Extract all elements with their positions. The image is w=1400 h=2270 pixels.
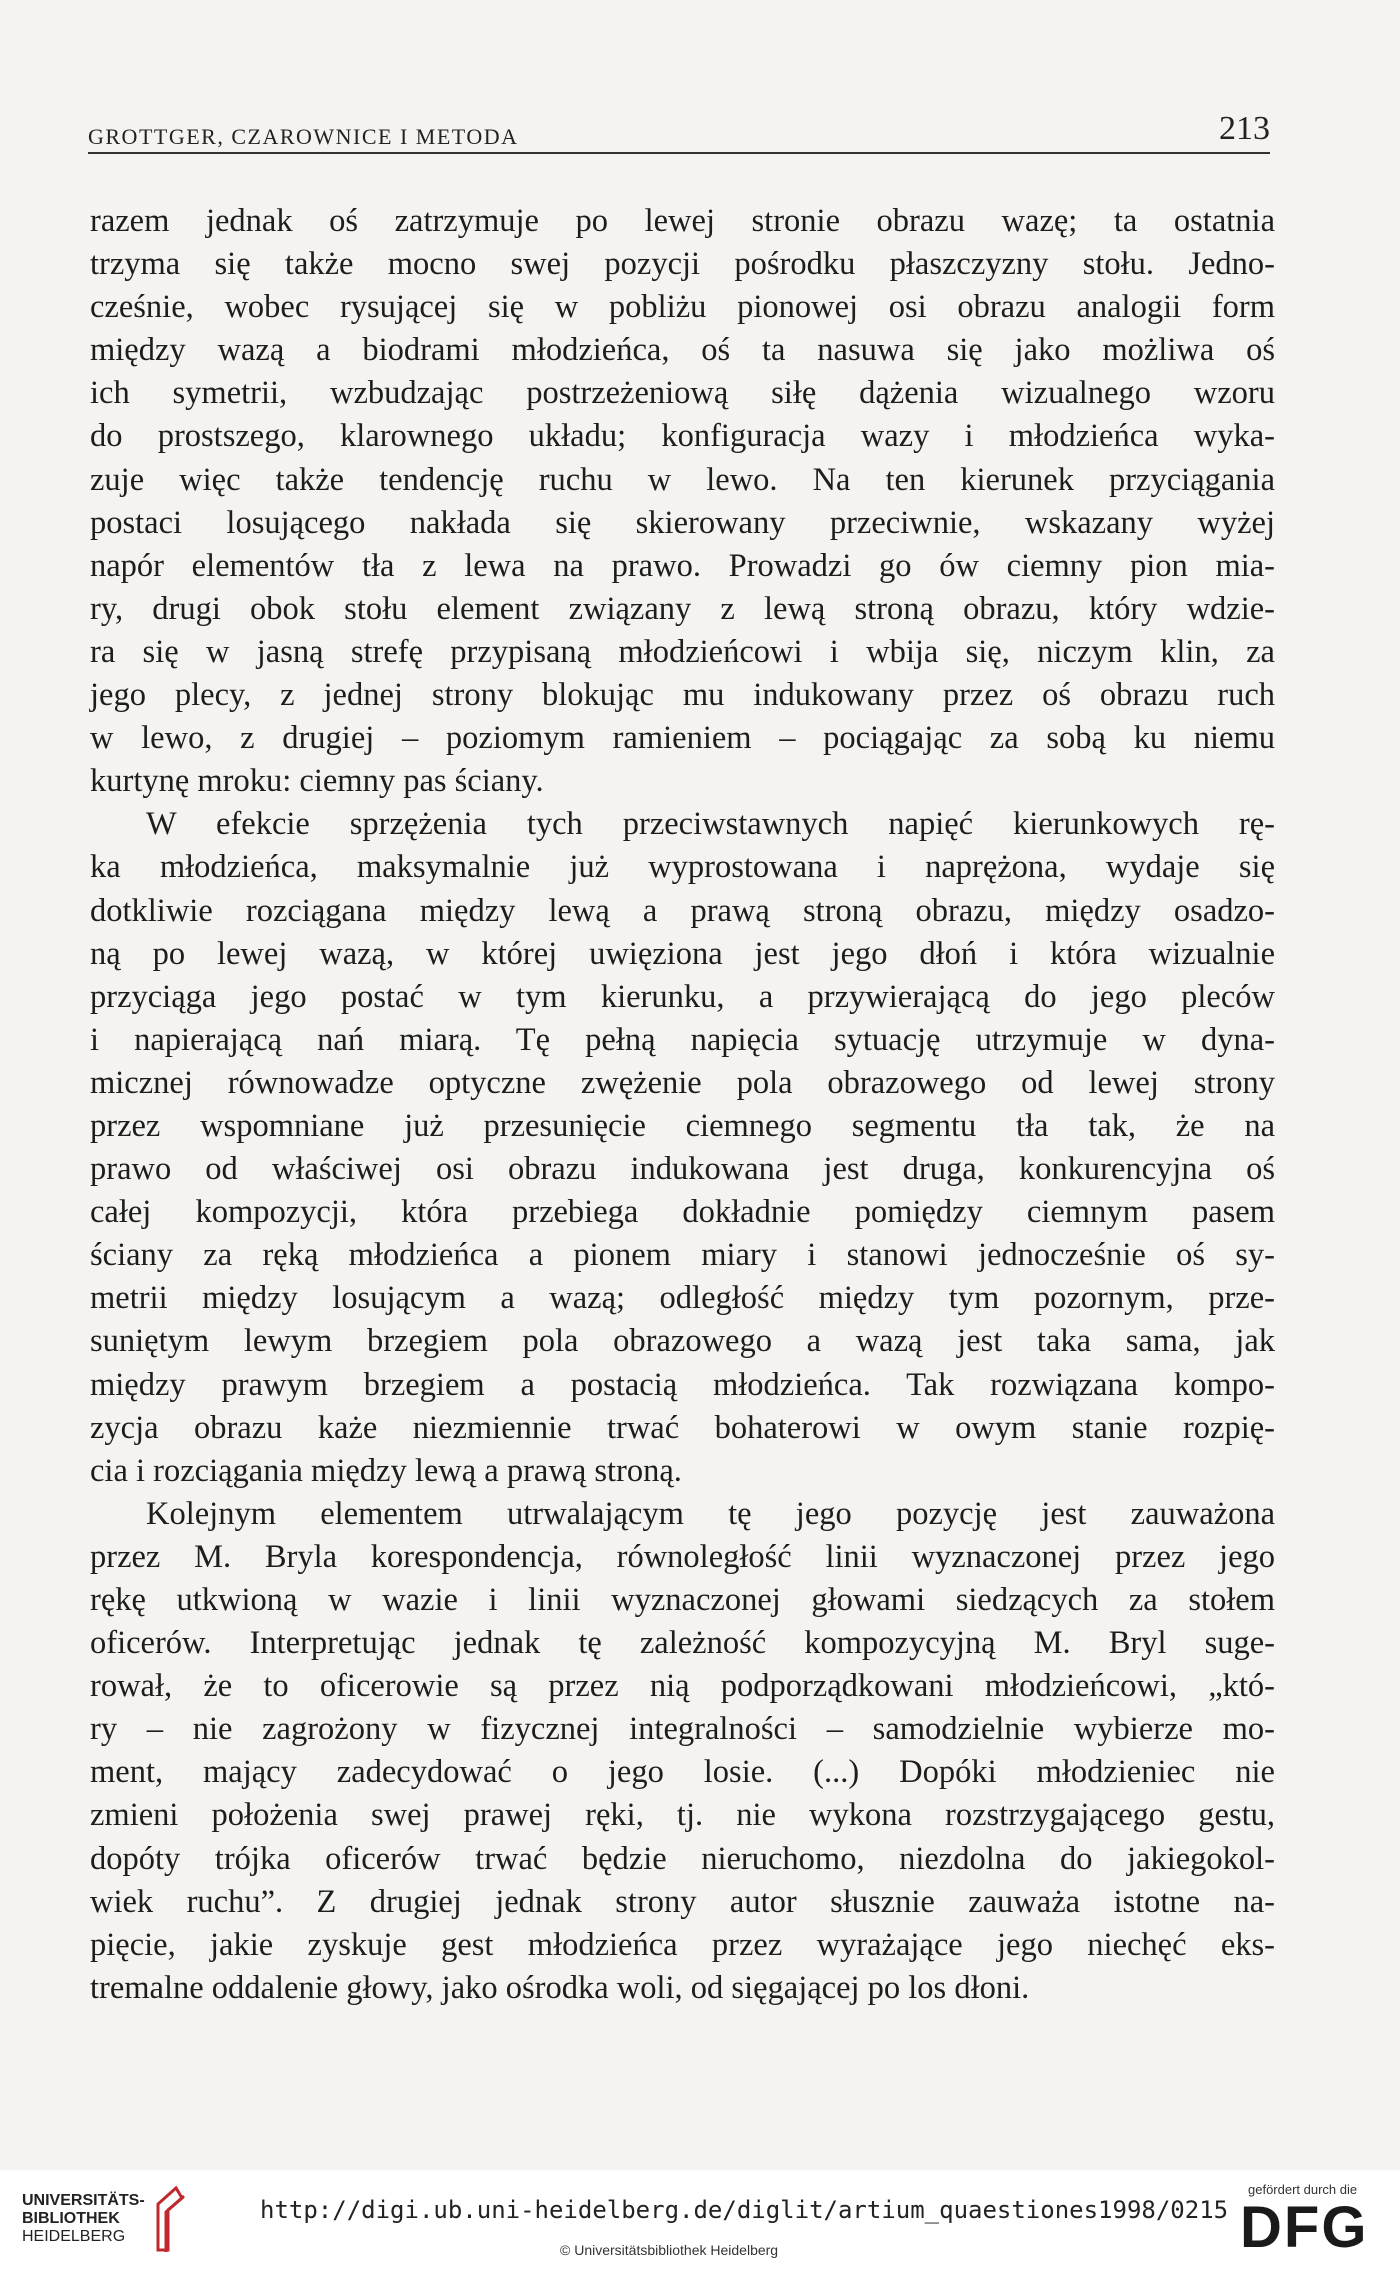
text-line: przez M. Bryla korespondencja, równoległość linii wyznaczonej przez jego <box>90 1538 1275 1575</box>
running-head <box>88 110 1270 154</box>
text-line: przez wspomniane już przesunięcie ciemnego segmentu tła tak, że na <box>90 1107 1275 1144</box>
text-line: dopóty trójka oficerów trwać będzie nieruchomo, niezdolna do jakiegokol- <box>90 1840 1275 1877</box>
text-line: prawo od właściwej osi obrazu indukowana jest druga, konkurencyjna oś <box>90 1151 1275 1188</box>
text-line: kurtynę mroku: ciemny pas ściany. <box>90 763 544 800</box>
text-line: jego plecy, z jednej strony blokując mu indukowany przez oś obrazu ruch <box>90 677 1275 714</box>
text-line: w lewo, z drugiej – poziomym ramieniem – pociągając za sobą ku niemu <box>90 720 1275 757</box>
text-line: ry, drugi obok stołu element związany z lewą stroną obrazu, który wdzie- <box>90 590 1275 627</box>
text-line: micznej równowadze optyczne zwężenie pola obrazowego od lewej strony <box>90 1064 1275 1101</box>
copyright-notice: © Universitätsbibliothek Heidelberg <box>560 2242 779 2258</box>
text-line: wiek ruchu”. Z drugiej jednak strony autor słusznie zauważa istotne na- <box>90 1883 1275 1920</box>
text-line: ka młodzieńca, maksymalnie już wyprostowana i naprężona, wydaje się <box>90 849 1275 886</box>
text-line: ich symetrii, wzbudzając postrzeżeniową siłę dążenia wizualnego wzoru <box>90 375 1275 412</box>
text-line: ry – nie zagrożony w fizycznej integralności – samodzielnie wybierze mo- <box>90 1711 1275 1748</box>
text-line: zycja obrazu każe niezmiennie trwać bohaterowi w owym stanie rozpię- <box>90 1409 1275 1446</box>
text-line: suniętym lewym brzegiem pola obrazowego a wazą jest taka sama, jak <box>90 1323 1275 1360</box>
text-line: tremalne oddalenie głowy, jako ośrodka woli, od sięgającej po los dłoni. <box>90 1969 1030 2006</box>
text-line: między prawym brzegiem a postacią młodzieńca. Tak rozwiązana kompo- <box>90 1366 1275 1403</box>
dfg-logo: DFG <box>1240 2195 1369 2260</box>
text-line: pięcie, jakie zyskuje gest młodzieńca przez wyrażające jego niechęć eks- <box>90 1926 1275 1963</box>
library-mark-icon <box>148 2184 194 2254</box>
text-line: metrii między losującym a wazą; odległość między tym pozornym, prze- <box>90 1280 1275 1317</box>
text-line: przyciąga jego postać w tym kierunku, a przywierającą do jego pleców <box>90 978 1275 1015</box>
text-line: rękę utkwioną w wazie i linii wyznaczonej głowami siedzących za stołem <box>90 1582 1275 1618</box>
permalink-url[interactable]: http://digi.ub.uni-heidelberg.de/diglit/artium_quaestiones1998/0215 <box>260 2196 1229 2224</box>
text-line: między wazą a biodrami młodzieńca, oś ta nasuwa się jako możliwa oś <box>90 332 1275 369</box>
text-line: i napierającą nań miarą. Tę pełną napięcia sytuację utrzymuje w dyna- <box>90 1021 1275 1058</box>
text-line: razem jednak oś zatrzymuje po lewej stronie obrazu wazę; ta ostatnia <box>90 203 1275 239</box>
library-name-line2: BIBLIOTHEK <box>22 2210 120 2227</box>
funding-note: gefördert durch die <box>1248 2182 1358 2197</box>
text-line: ra się w jasną strefę przypisaną młodzieńcowi i wbija się, niczym klin, za <box>90 633 1275 670</box>
text-line: ment, mający zadecydować o jego losie. (...) Dopóki młodzieniec nie <box>90 1754 1275 1791</box>
body-text <box>90 200 1275 2010</box>
page-number: 213 <box>1219 110 1270 147</box>
footer-bar <box>0 2170 1400 2270</box>
text-line: napór elementów tła z lewa na prawo. Prowadzi go ów ciemny pion mia- <box>90 547 1275 584</box>
text-line: całej kompozycji, która przebiega dokładnie pomiędzy ciemnym pasem <box>90 1194 1275 1231</box>
library-logo <box>22 2192 145 2246</box>
running-title: GROTTGER, CZAROWNICE I METODA <box>88 124 519 149</box>
text-line: W efekcie sprzężenia tych przeciwstawnych napięć kierunkowych rę- <box>146 806 1275 843</box>
text-line: oficerów. Interpretując jednak tę zależność kompozycyjną M. Bryl suge- <box>90 1625 1275 1662</box>
library-name-line1: UNIVERSITÄTS- <box>22 2192 145 2209</box>
text-line: rował, że to oficerowie są przez nią podporządkowani młodzieńcowi, „któ- <box>90 1668 1275 1705</box>
text-line: ściany za ręką młodzieńca a pionem miary i stanowi jednocześnie oś sy- <box>90 1237 1275 1274</box>
text-line: zuje więc także tendencję ruchu w lewo. Na ten kierunek przyciągania <box>90 461 1275 498</box>
text-line: postaci losującego nakłada się skierowany przeciwnie, wskazany wyżej <box>90 504 1275 541</box>
text-line: do prostszego, klarownego układu; konfiguracja wazy i młodzieńca wyka- <box>90 418 1275 455</box>
text-line: cześnie, wobec rysującej się w pobliżu pionowej osi obrazu analogii form <box>90 289 1275 326</box>
library-name-line3: HEIDELBERG <box>22 2228 126 2245</box>
text-line: trzyma się także mocno swej pozycji pośrodku płaszczyzny stołu. Jedno- <box>90 246 1275 283</box>
text-line: cia i rozciągania między lewą a prawą stroną. <box>90 1452 682 1489</box>
text-line: zmieni położenia swej prawej ręki, tj. nie wykona rozstrzygającego gestu, <box>90 1797 1275 1834</box>
text-line: ną po lewej wazą, w której uwięziona jest jego dłoń i która wizualnie <box>90 935 1275 972</box>
text-line: Kolejnym elementem utrwalającym tę jego pozycję jest zauważona <box>146 1495 1275 1532</box>
text-line: dotkliwie rozciągana między lewą a prawą stroną obrazu, między osadzo- <box>90 892 1275 929</box>
